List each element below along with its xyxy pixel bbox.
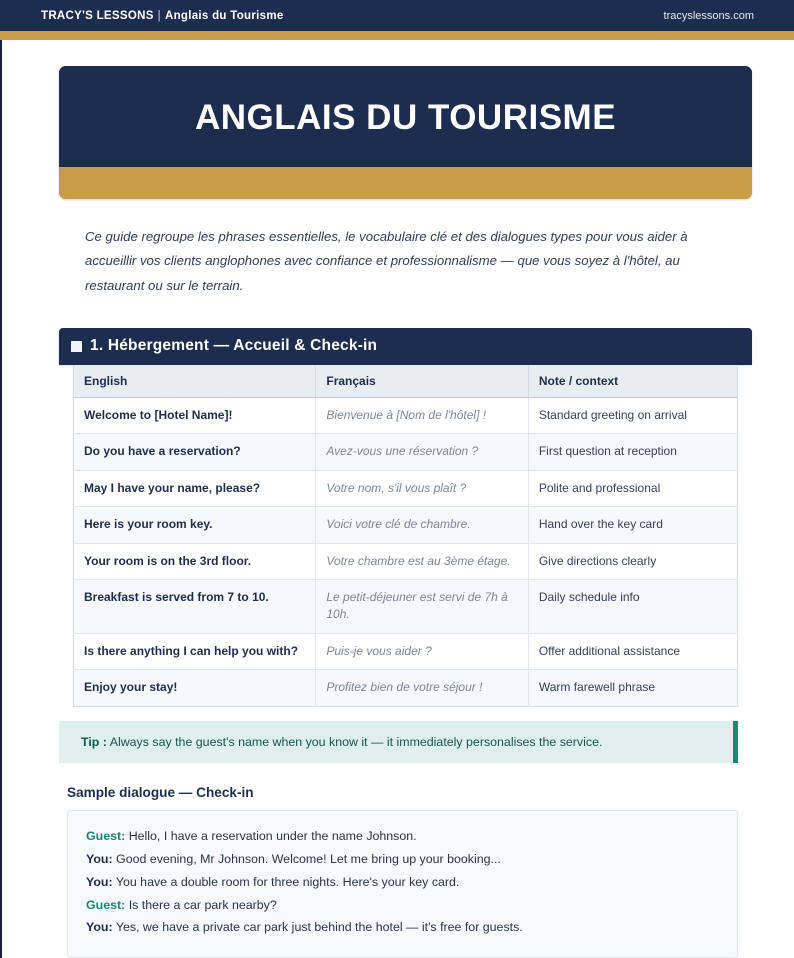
cell-english: Breakfast is served from 7 to 10. xyxy=(74,579,316,633)
cell-english: Your room is on the 3rd floor. xyxy=(74,543,316,579)
dialogue-text: Yes, we have a private car park just behind the hotel — it's free for guests. xyxy=(112,920,523,935)
filled-square-icon xyxy=(71,341,82,352)
cell-english: Is there anything I can help you with? xyxy=(74,633,316,669)
cell-note: Standard greeting on arrival xyxy=(528,398,737,434)
cell-note: Warm farewell phrase xyxy=(538,680,656,695)
table-row xyxy=(74,633,738,669)
dialogue-speaker-you: You: xyxy=(86,874,113,889)
brand-identity xyxy=(41,10,284,22)
dialogue-text: Hello, I have a reservation under the name Johnson. xyxy=(125,829,417,844)
phrase-table xyxy=(73,365,738,707)
table-row xyxy=(74,670,738,706)
brand-name: TRACY'S LESSONS xyxy=(41,9,154,22)
table-row xyxy=(74,398,738,434)
table-row xyxy=(74,507,738,543)
cell-french: Profitez bien de votre séjour ! xyxy=(316,670,528,706)
table-row xyxy=(74,579,738,633)
table-row xyxy=(74,543,738,579)
brand-header-bar xyxy=(0,0,794,31)
phrase-table-head xyxy=(74,365,738,398)
dialogue-line xyxy=(86,916,719,939)
section-header xyxy=(59,328,752,365)
gold-accent-bar xyxy=(0,31,794,40)
phrase-table-wrapper xyxy=(59,365,752,707)
cell-french: Votre nom, s'il vous plaît ? xyxy=(316,470,528,506)
dialogue-line xyxy=(86,848,719,871)
cell-french: Le petit-déjeuner est servi de 7h à 10h. xyxy=(316,579,528,633)
cell-note: Offer additional assistance xyxy=(528,633,737,669)
cell-french: Bienvenue à [Nom de l'hôtel] ! xyxy=(316,398,528,434)
cell-english: Here is your room key. xyxy=(74,507,316,543)
dialogue-speaker-you: You: xyxy=(86,851,113,866)
dialogue-title: Sample dialogue — Check-in xyxy=(67,785,254,801)
page-content xyxy=(2,66,794,958)
dialogue-text: Is there a car park nearby? xyxy=(125,897,277,912)
hero-main xyxy=(59,66,752,167)
phrase-table-body xyxy=(74,398,738,707)
cell-french: Avez-vous une réservation ? xyxy=(316,434,528,470)
page-title: ANGLAIS DU TOURISME xyxy=(194,98,617,137)
cell-note: First question at reception xyxy=(528,434,737,470)
table-header-row xyxy=(74,365,738,398)
tip-callout xyxy=(59,721,738,764)
table-row xyxy=(74,470,738,506)
tip-label: Tip : xyxy=(81,734,107,749)
cell-french: Puis-je vous aider ? xyxy=(316,633,528,669)
cell-english: Welcome to [Hotel Name]! xyxy=(74,398,316,434)
cell-english: Do you have a reservation? xyxy=(74,434,316,470)
intro-paragraph: Ce guide regroupe les phrases essentielles, le vocabulaire clé et des dialogues types pour vous aider à accueillir vos clients anglophones avec confiance et professionnalisme — que vous soyez à l'hôtel, au restaurant ou sur le terrain. xyxy=(85,228,688,293)
dialogue-line xyxy=(86,825,719,848)
column-header-note: Note / context xyxy=(528,365,737,398)
brand-website: tracyslessons.com xyxy=(663,9,754,22)
cell-note: Hand over the key card xyxy=(528,507,737,543)
cell-english: May I have your name, please? xyxy=(74,470,316,506)
column-header-english: English xyxy=(74,365,316,398)
cell-note: Daily schedule info xyxy=(528,579,737,633)
dialogue-text: You have a double room for three nights. Here's your key card. xyxy=(112,874,460,889)
hero-gold-footer xyxy=(59,167,752,199)
tip-text: Always say the guest's name when you know it — it immediately personalises the service. xyxy=(109,734,603,749)
dialogue-line xyxy=(86,871,719,894)
column-header-french: Français xyxy=(316,365,528,398)
hero-banner xyxy=(59,66,752,199)
cell-french: Votre chambre est au 3ème étage. xyxy=(316,543,528,579)
table-row xyxy=(74,434,738,470)
section-title: 1. Hébergement — Accueil & Check-in xyxy=(90,337,378,355)
dialogue-speaker-guest: Guest: xyxy=(86,897,126,912)
brand-subject: Anglais du Tourisme xyxy=(164,9,284,22)
cell-note: Polite and professional xyxy=(528,470,737,506)
cell-note: Give directions clearly xyxy=(528,543,737,579)
dialogue-text: Good evening, Mr Johnson. Welcome! Let me bring up your booking... xyxy=(112,851,501,866)
dialogue-box xyxy=(67,810,738,958)
cell-english: Enjoy your stay! xyxy=(74,670,316,706)
cell-french: Voici votre clé de chambre. xyxy=(316,507,528,543)
brand-separator: | xyxy=(157,9,161,22)
dialogue-line xyxy=(86,894,719,917)
dialogue-speaker-guest: Guest: xyxy=(86,829,126,844)
dialogue-speaker-you: You: xyxy=(86,920,113,935)
